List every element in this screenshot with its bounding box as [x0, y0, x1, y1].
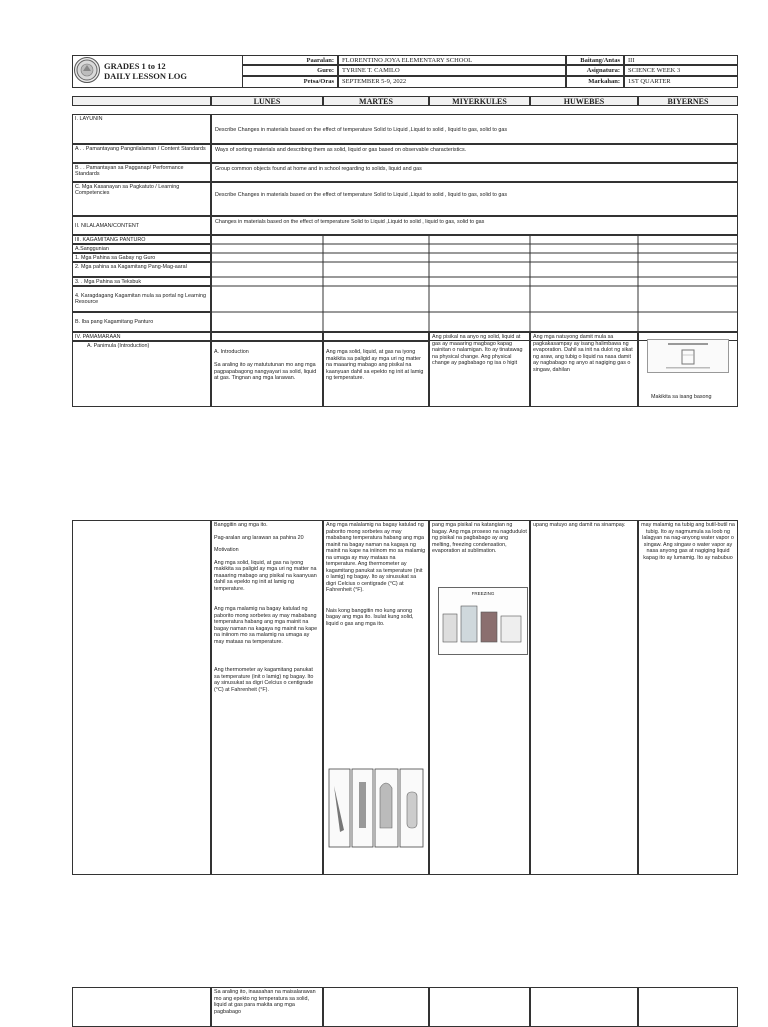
- label-performance-standards: B . . Pamantayan sa Pagganap/ Performance Standards: [72, 163, 211, 182]
- day-martes: MARTES: [323, 96, 429, 106]
- p3-biyernes: [638, 987, 738, 1027]
- condensation-image: [647, 339, 729, 373]
- label-nilalaman: II. NILALAMAN/CONTENT: [72, 216, 211, 235]
- logo-cell: [72, 55, 242, 88]
- intro-lunes: A. Introduction Sa araling ito ay matututunan mo ang mga pagpapabagong nangyayari sa solid, liquid at gas. Tingnan ang mga larawan.: [211, 341, 323, 407]
- day-lunes: LUNES: [211, 96, 323, 106]
- intro-biyernes-text: Makikita sa isang basong: [651, 394, 712, 400]
- kagamitan-grid: [211, 235, 738, 332]
- label-baitang: Baitang/Antas: [566, 55, 624, 65]
- title-line-1: GRADES 1 to 12: [104, 61, 166, 71]
- freezing-caption: FREEZING: [471, 591, 495, 596]
- label-kagamitan: III. KAGAMITANG PANTURO: [72, 235, 211, 244]
- value-markahan: 1ST QUARTER: [624, 76, 738, 88]
- text-content-standards: Ways of sorting materials and describing them as solid, liquid or gas based on observable characteristics.: [211, 144, 738, 163]
- pamamaraan-martes-top: [323, 332, 429, 341]
- value-baitang: III: [624, 55, 738, 65]
- day-blank: [72, 96, 211, 106]
- p3-huwebes: [530, 987, 638, 1027]
- p2-lunes-p5: Ang mga malamig na bagay katulad ng paborito mong sorbetes ay may mababang temperatura habang ang mga mainit na bagay naman na kagaya ng mainit na kape na iniinom mo sa malamig na umaga ay may mataas na temperature.: [214, 606, 318, 645]
- label-panimula: A. Panimula (Introduction): [72, 341, 211, 407]
- value-guro: TYRINE T. CAMILO: [338, 65, 566, 76]
- kagamitan-grid-lines: [211, 235, 738, 332]
- p3-label-col: [72, 987, 211, 1027]
- freezing-image: [438, 587, 528, 655]
- label-paaralan: Paaralan:: [242, 55, 338, 65]
- label-guro: Guro:: [242, 65, 338, 76]
- p2-huwebes: upang matuyo ang damit na sinampay.: [530, 520, 638, 875]
- label-iba-pang: B. Iba pang Kagamitang Panturo: [72, 312, 211, 332]
- p2-lunes-p4: Ang mga solid, liquid, at gas na iyong makikita sa paligid ay mga uri ng matter na maaaring mabago ang pisikal na kaanyuan dahil sa epekto ng init at lamig ng temperature.: [214, 559, 317, 592]
- p2-martes-p1: Ang mga malalamig na bagay katulad ng paborito mong sorbetes ay may mababang temperatura habang ang mga mainit na bagay naman na kagaya ng mainit na kape na iniinom mo sa malamig na umaga ay may mataas na temperature. Ang thermometer ay kagamitang panukat sa temperature (init o lamig) ng bagay. Ito ay sinusukat sa digri Celcius o centigrade (°C) at Fahrenheit (°F).: [326, 522, 426, 593]
- label-pamamaraan: IV. PAMAMARAAN: [72, 332, 211, 341]
- p2-martes-p2: Nais kong banggitin mo kung anong bagay ang mga ito. Isulat kung solid, liquid o gas ang mga ito.: [326, 607, 414, 627]
- pamamaraan-lunes-top: [211, 332, 323, 341]
- freezing-icon: [439, 598, 525, 648]
- day-biyernes: BIYERNES: [638, 96, 738, 106]
- label-gabay: 1. Mga Pahina sa Gabay ng Guro: [72, 253, 211, 262]
- text-competencies: Describe Changes in materials based on the effect of temperature Solid to Liquid ,Liquid to solid , liquid to gas, solid to gas: [211, 182, 738, 216]
- intro-martes: Ang mga solid, liquid, at gas na iyong makikita sa paligid ay mga uri ng matter na maaaring mabago ang pisikal na kaanyuan dahil sa epekto ng init at lamig ng temperature.: [323, 341, 429, 407]
- glass-icon: [648, 340, 728, 372]
- value-asignatura: SCIENCE WEEK 3: [624, 65, 738, 76]
- label-layunin: I. LAYUNIN: [72, 114, 211, 144]
- p3-miyerkules: [429, 987, 530, 1027]
- text-performance-standards: Group common objects found at home and in school regarding to solids, liquid and gas: [211, 163, 738, 182]
- objects-icon: [328, 768, 425, 850]
- text-layunin: Describe Changes in materials based on the effect of temperature Solid to Liquid ,Liquid to solid , liquid to gas, solid to gas: [211, 114, 738, 144]
- title-line-2: DAILY LESSON LOG: [104, 71, 187, 81]
- label-portal: 4. Karagdagang Kagamitan mula sa portal ng Learning Resource: [72, 286, 211, 312]
- p2-lunes-p2: Pag-aralan ang larawan sa pahina 20: [214, 534, 304, 541]
- p2-martes: [323, 520, 429, 875]
- intro-miyerkules: Ang pisikal na anyo ng solid, liquid at gas ay maaaring magbago kapag nainitan o nalamigan. Ito ay tinatawag na physical change. Ang physical change ay pagbabago ng isa o higit: [429, 332, 530, 407]
- p3-lunes: Sa araling ito, inaasahan na maisalarawan mo ang epekto ng temperatura sa solid, liquid at gas para makita ang mga pagbabago: [211, 987, 323, 1027]
- p2-lunes-p1: Banggitin ang mga ito.: [214, 522, 268, 528]
- p2-miyerkules-text: pang mga pisikal na katangian ng bagay. Ang mga proseso na nagdudulot ng pisikal na pagbabago ay ang melting, freezing condensation, evaporation at sublimation.: [432, 522, 527, 554]
- day-miyerkules: MIYERKULES: [429, 96, 530, 106]
- intro-huwebes: Ang mga natuyong damit mula sa pagkakasampay ay isang halimbawa ng evaporation. Dahil sa init na dulot ng sikat ng araw, ang tubig o liquid na nasa damit ay nagbabago ng anyo at nagiging gas o singaw, dahilan: [530, 332, 638, 407]
- label-sanggunian: A.Sanggunian: [72, 244, 211, 253]
- label-teksbuk: 3. . Mga Pahina sa Teksbuk: [72, 277, 211, 286]
- p2-miyerkules: [429, 520, 530, 875]
- p2-martes-objects-image: [328, 768, 425, 850]
- label-kagamitang-pang-mag-aaral: 2. Mga pahina sa Kagamitang Pang-Mag-aaral: [72, 262, 211, 277]
- label-petsa: Petsa/Oras: [242, 76, 338, 88]
- p3-martes: [323, 987, 429, 1027]
- p2-lunes-p3: Motivation: [214, 547, 239, 553]
- day-huwebes: HUWEBES: [530, 96, 638, 106]
- text-nilalaman: Changes in materials based on the effect of temperature Solid to Liquid ,Liquid to solid , liquid to gas, solid to gas: [211, 216, 738, 235]
- label-competencies: C. Mga Kasanayan sa Pagkatuto / Learning Competencies: [72, 182, 211, 216]
- p2-lunes: [211, 520, 323, 875]
- value-petsa: SEPTEMBER 5-9, 2022: [338, 76, 566, 88]
- label-content-standards: A . . Pamantayang Pangnilalaman / Content Standards: [72, 144, 211, 163]
- p2-biyernes: may malamig na tubig ang butil-butil na tubig. Ito ay nagmumula sa loob ng lalagyan na nag-anyong water vapor o singaw. Ang singaw o water vapor ay nasa anyong gas at nagiging liquid kapag ito ay lumamig. Ito ay nabubuo: [638, 520, 738, 875]
- value-paaralan: FLORENTINO JOYA ELEMENTARY SCHOOL: [338, 55, 566, 65]
- label-markahan: Markahan:: [566, 76, 624, 88]
- label-asignatura: Asignatura:: [566, 65, 624, 76]
- intro-biyernes-cell: [638, 332, 738, 407]
- p2-label-col: [72, 520, 211, 875]
- p2-lunes-p6: Ang thermometer ay kagamitang panukat sa temperature (init o lamig) ng bagay. Ito ay sinusukat sa digri Celcius o centigrade (°C) at Fahrenheit (°F).: [214, 667, 314, 693]
